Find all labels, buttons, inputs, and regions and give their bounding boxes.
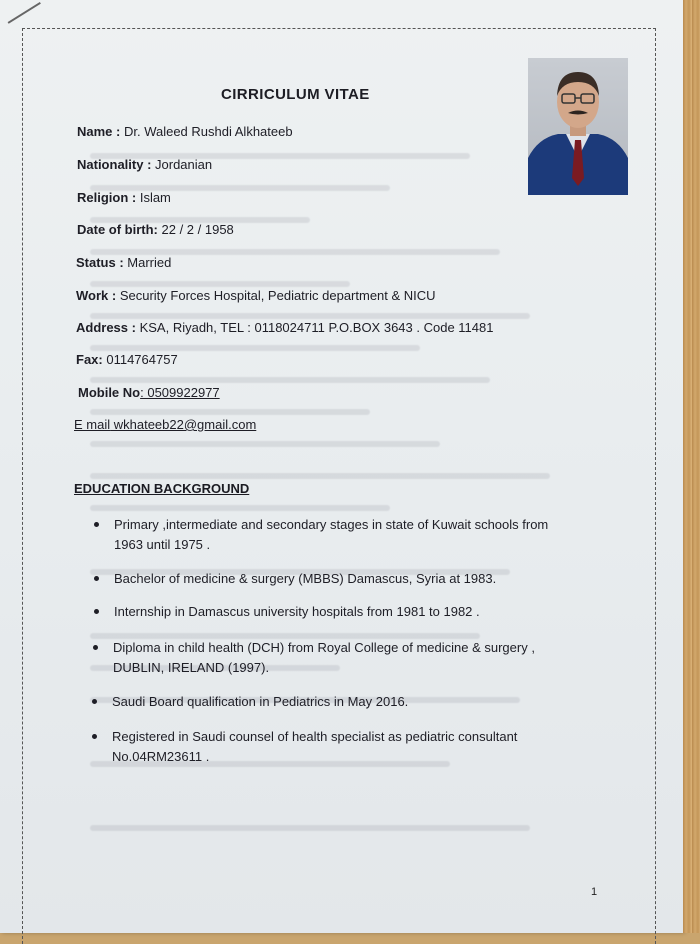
status-label: Status : — [76, 255, 124, 270]
list-item — [112, 727, 582, 767]
education-heading: EDUCATION BACKGROUND — [74, 481, 250, 496]
bullet-icon — [94, 609, 99, 614]
status-row — [76, 255, 171, 270]
religion-value: Islam — [136, 190, 171, 205]
list-item-line: Internship in Damascus university hospitals from 1981 to 1982 . — [114, 604, 480, 619]
bullet-icon — [94, 522, 99, 527]
mobile-label: Mobile No — [78, 385, 141, 400]
corner-mark — [8, 2, 41, 23]
email-row — [74, 417, 256, 432]
list-item-line: Bachelor of medicine & surgery (MBBS) Damascus, Syria at 1983. — [114, 571, 497, 586]
nationality-value: Jordanian — [151, 157, 213, 172]
dob-value: 22 / 2 / 1958 — [157, 222, 234, 237]
mobile-row — [78, 385, 220, 400]
page-number: 1 — [591, 886, 598, 898]
list-item-line: DUBLIN, IRELAND (1997). — [113, 660, 270, 675]
email-label: E mail — [74, 417, 111, 432]
fax-label: Fax: — [76, 352, 103, 367]
bullet-icon — [93, 645, 98, 650]
list-item-line: No.04RM23611 . — [112, 749, 210, 764]
bullet-icon — [92, 699, 97, 704]
religion-row — [77, 190, 171, 205]
address-row — [76, 320, 493, 335]
name-value: Dr. Waleed Rushdi Alkhateeb — [120, 124, 293, 139]
list-item-line: Saudi Board qualification in Pediatrics in May 2016. — [112, 694, 409, 709]
list-item-line: Primary ,intermediate and secondary stages in state of Kuwait schools from — [114, 517, 549, 532]
bullet-icon — [94, 576, 99, 581]
list-item — [114, 569, 584, 589]
fax-value: 0114764757 — [102, 352, 178, 367]
bullet-icon — [92, 734, 97, 739]
address-value: KSA, Riyadh, TEL : 0118024711 P.O.BOX 3643 . Code 11481 — [135, 320, 494, 335]
work-value: Security Forces Hospital, Pediatric department & NICU — [116, 288, 436, 303]
mobile-value: : 0509922977 — [140, 385, 220, 400]
profile-photo — [528, 58, 628, 195]
nationality-label: Nationality : — [77, 157, 152, 172]
list-item — [113, 638, 583, 678]
dob-row — [77, 222, 234, 237]
email-value[interactable]: wkhateeb22@gmail.com — [110, 417, 257, 432]
religion-label: Religion : — [77, 190, 137, 205]
list-item — [112, 692, 582, 712]
cv-title: CIRRICULUM VITAE — [221, 86, 370, 103]
work-label: Work : — [76, 288, 117, 303]
list-item-line: Registered in Saudi counsel of health specialist as pediatric consultant — [112, 729, 518, 744]
work-row — [76, 288, 436, 303]
dob-label: Date of birth: — [77, 222, 158, 237]
list-item — [114, 602, 584, 622]
list-item-line: Diploma in child health (DCH) from Royal College of medicine & surgery , — [113, 640, 535, 655]
fax-row — [76, 352, 178, 367]
status-value: Married — [123, 255, 172, 270]
wooden-desk-edge — [683, 0, 700, 933]
nationality-row — [77, 157, 212, 172]
list-item-line: 1963 until 1975 . — [114, 537, 211, 552]
name-row — [77, 124, 293, 139]
name-label: Name : — [77, 124, 121, 139]
address-label: Address : — [76, 320, 136, 335]
list-item — [114, 515, 584, 555]
